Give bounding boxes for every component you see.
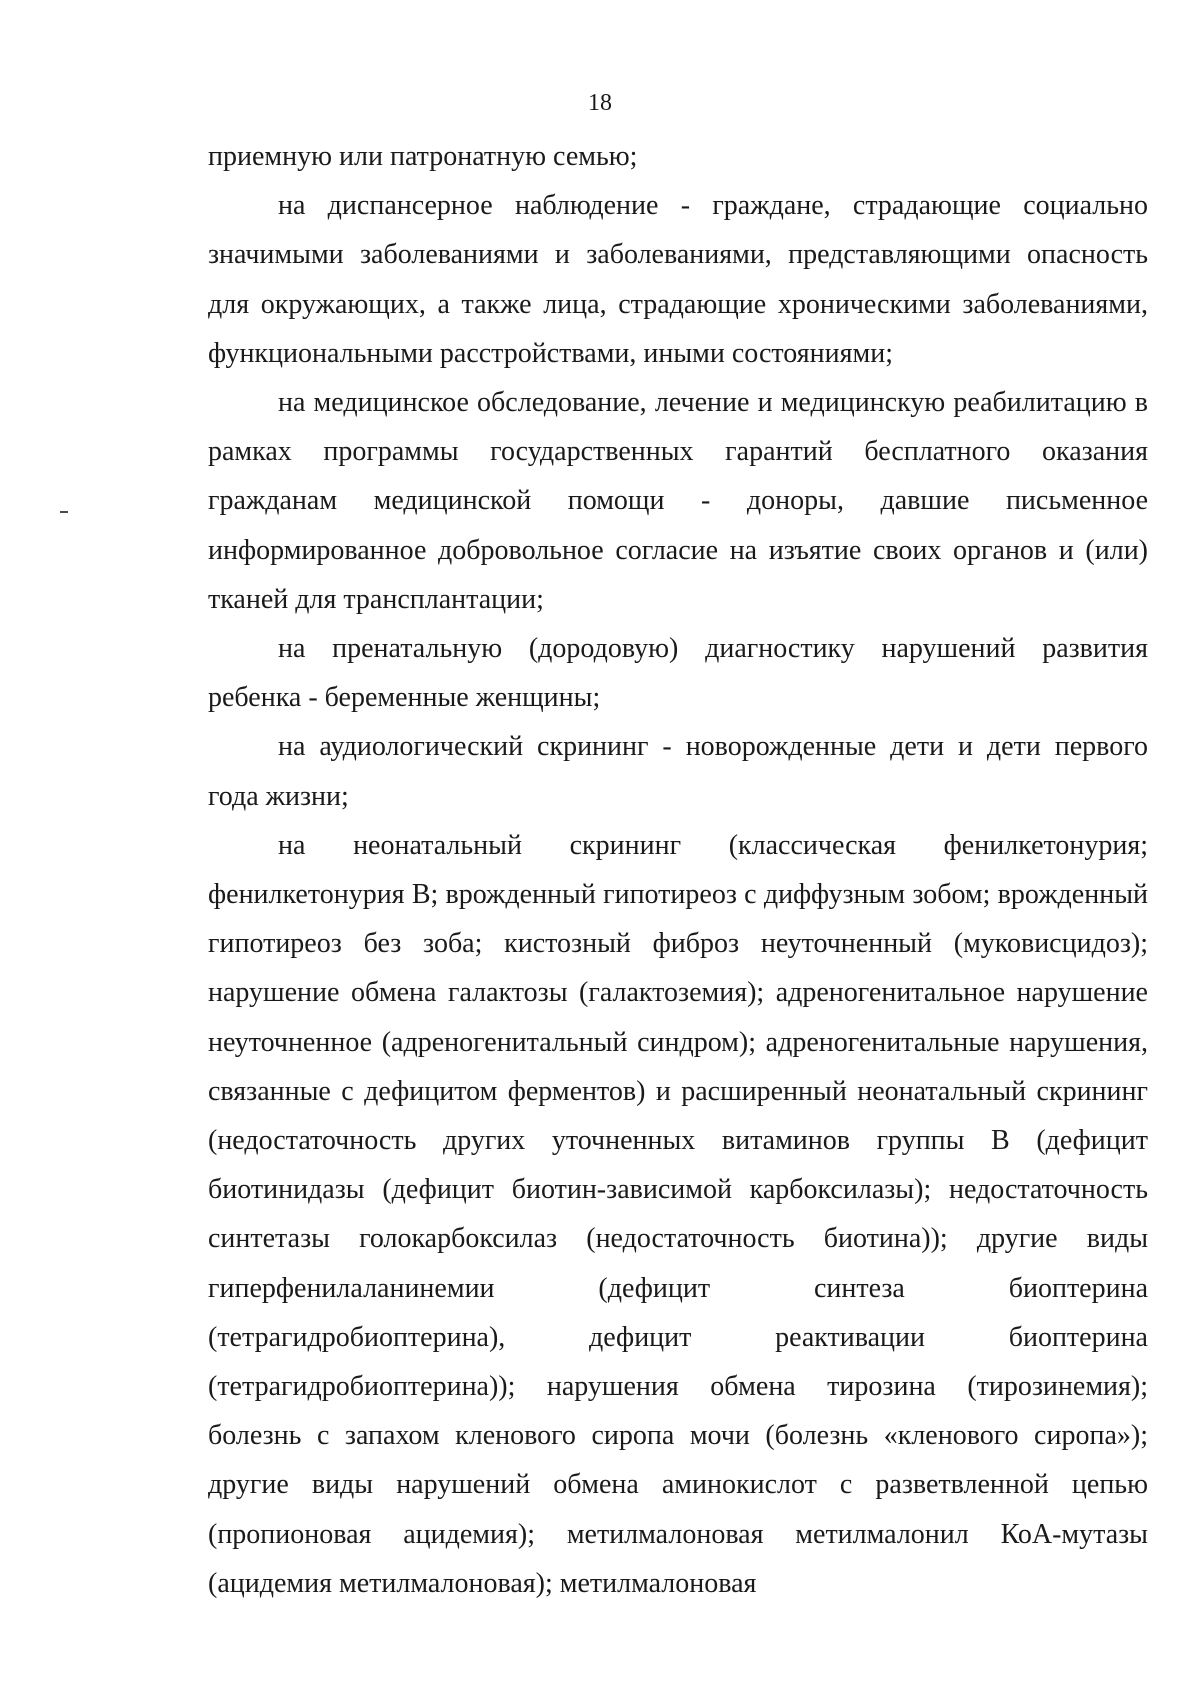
paragraph-audiological: на аудиологический скрининг - новорожденные дети и дети первого года жизни; — [208, 731, 1148, 812]
paragraph-neonatal-screening: на неонатальный скрининг (классическая фенилкетонурия; фенилкетонурия B; врожденный гипотиреоз с диффузным зобом; врожденный гипотиреоз без зоба; кистозный фиброз неуточненный (муковисцидоз); нарушение обмена галактозы (галактоземия); адреногенитальное нарушение неуточненное (адреногенитальный синдром); адреногенитальные нарушения, связанные с дефицитом ферментов) и расширенный неонатальный скрининг (недостаточность других уточненных витаминов группы B (дефицит биотинидазы (дефицит биотин-зависимой карбоксилазы); недостаточность синтетазы голокарбоксилаз (недостаточность биотина)); другие виды гиперфенилаланинемии (дефицит синтеза биоптерина (тетрагидробиоптерина), дефицит реактивации биоптерина (тетрагидробиоптерина)); нарушения обмена тирозина (тирозинемия); болезнь с запахом кленового сиропа мочи (болезнь «кленового сиропа»); другие виды нарушений обмена аминокислот с разветвленной цепью (пропионовая ацидемия); метилмалоновая метилмалонил КоА-мутазы (ацидемия метилмалоновая); метилмалоновая — [208, 829, 1148, 1599]
paragraph-medical-examination: на медицинское обследование, лечение и медицинскую реабилитацию в рамках программы государственных гарантий бесплатного оказания гражданам медицинской помощи - доноры, давшие письменное информированное добровольное согласие на изъятие своих органов и (или) тканей для трансплантации; — [208, 387, 1148, 615]
document-body — [208, 132, 1148, 1608]
paragraph-prenatal: на пренатальную (дородовую) диагностику нарушений развития ребенка - беременные женщины; — [208, 633, 1148, 714]
paragraph-continuation: приемную или патронатную семью; — [208, 141, 638, 172]
margin-mark — [60, 511, 68, 513]
paragraph-dispensary: на диспансерное наблюдение - граждане, страдающие социально значимыми заболеваниями и заболеваниями, представляющими опасность для окружающих, а также лица, страдающие хроническими заболеваниями, функциональными расстройствами, иными состояниями; — [208, 190, 1148, 369]
page-number: 18 — [588, 90, 612, 116]
